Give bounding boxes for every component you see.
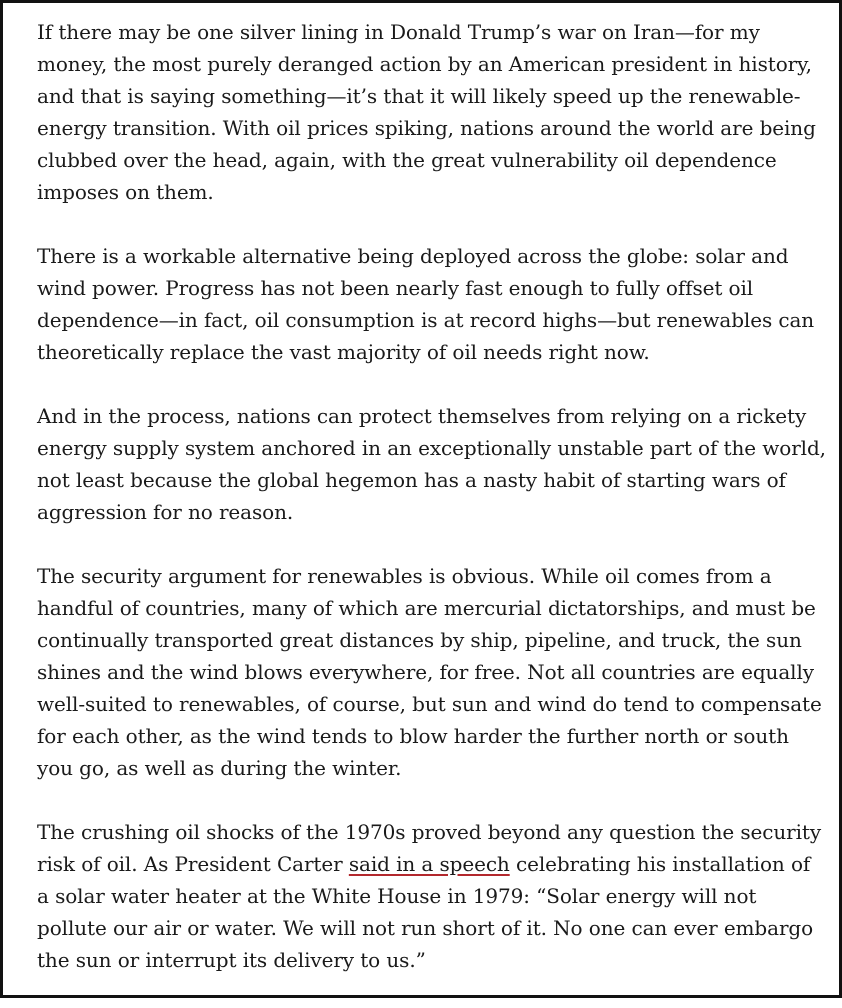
speech-link[interactable]: said in a speech	[348, 852, 510, 876]
paragraph-3: And in the process, nations can protect themselves from relying on a rickety energy supply system anchored in an exceptionally unstable part of the world, not least because the global hegemon has a nasty habit of starting wars of aggression for no reason.	[37, 404, 826, 524]
paragraph-1: If there may be one silver lining in Donald Trump’s war on Iran—for my money, the most purely deranged action by an American president in history, and that is saying something—it’s that it will likely speed up the renewable-energy transition. With oil prices spiking, nations around the world are being clubbed over the head, again, with the great vulnerability oil dependence imposes on them.	[37, 20, 816, 204]
paragraph-5-text-after: celebrating his installation of a solar water heater at the White House in 1979: “Solar energy will not pollute our air or water. We will not run short of it. No one can ever embargo the sun or interrupt its delivery to us.”	[37, 852, 814, 972]
article-body	[37, 16, 827, 1008]
paragraph-4: The security argument for renewables is obvious. While oil comes from a handful of countries, many of which are mercurial dictatorships, and must be continually transported great distances by ship, pipeline, and truck, the sun shines and the wind blows everywhere, for free. Not all countries are equally well-suited to renewables, of course, but sun and wind do tend to compensate for each other, as the wind tends to blow harder the further north or south you go, as well as during the winter.	[37, 564, 822, 780]
paragraph-5-text-before: The crushing oil shocks of the 1970s proved beyond any question the security risk of oil. As President Carter	[37, 820, 822, 876]
paragraph-5	[37, 816, 827, 976]
paragraph-2: There is a workable alternative being deployed across the globe: solar and wind power. Progress has not been nearly fast enough to fully offset oil dependence—in fact, oil consumption is at record highs—but renewables can theoretically replace the vast majority of oil needs right now.	[37, 244, 815, 364]
